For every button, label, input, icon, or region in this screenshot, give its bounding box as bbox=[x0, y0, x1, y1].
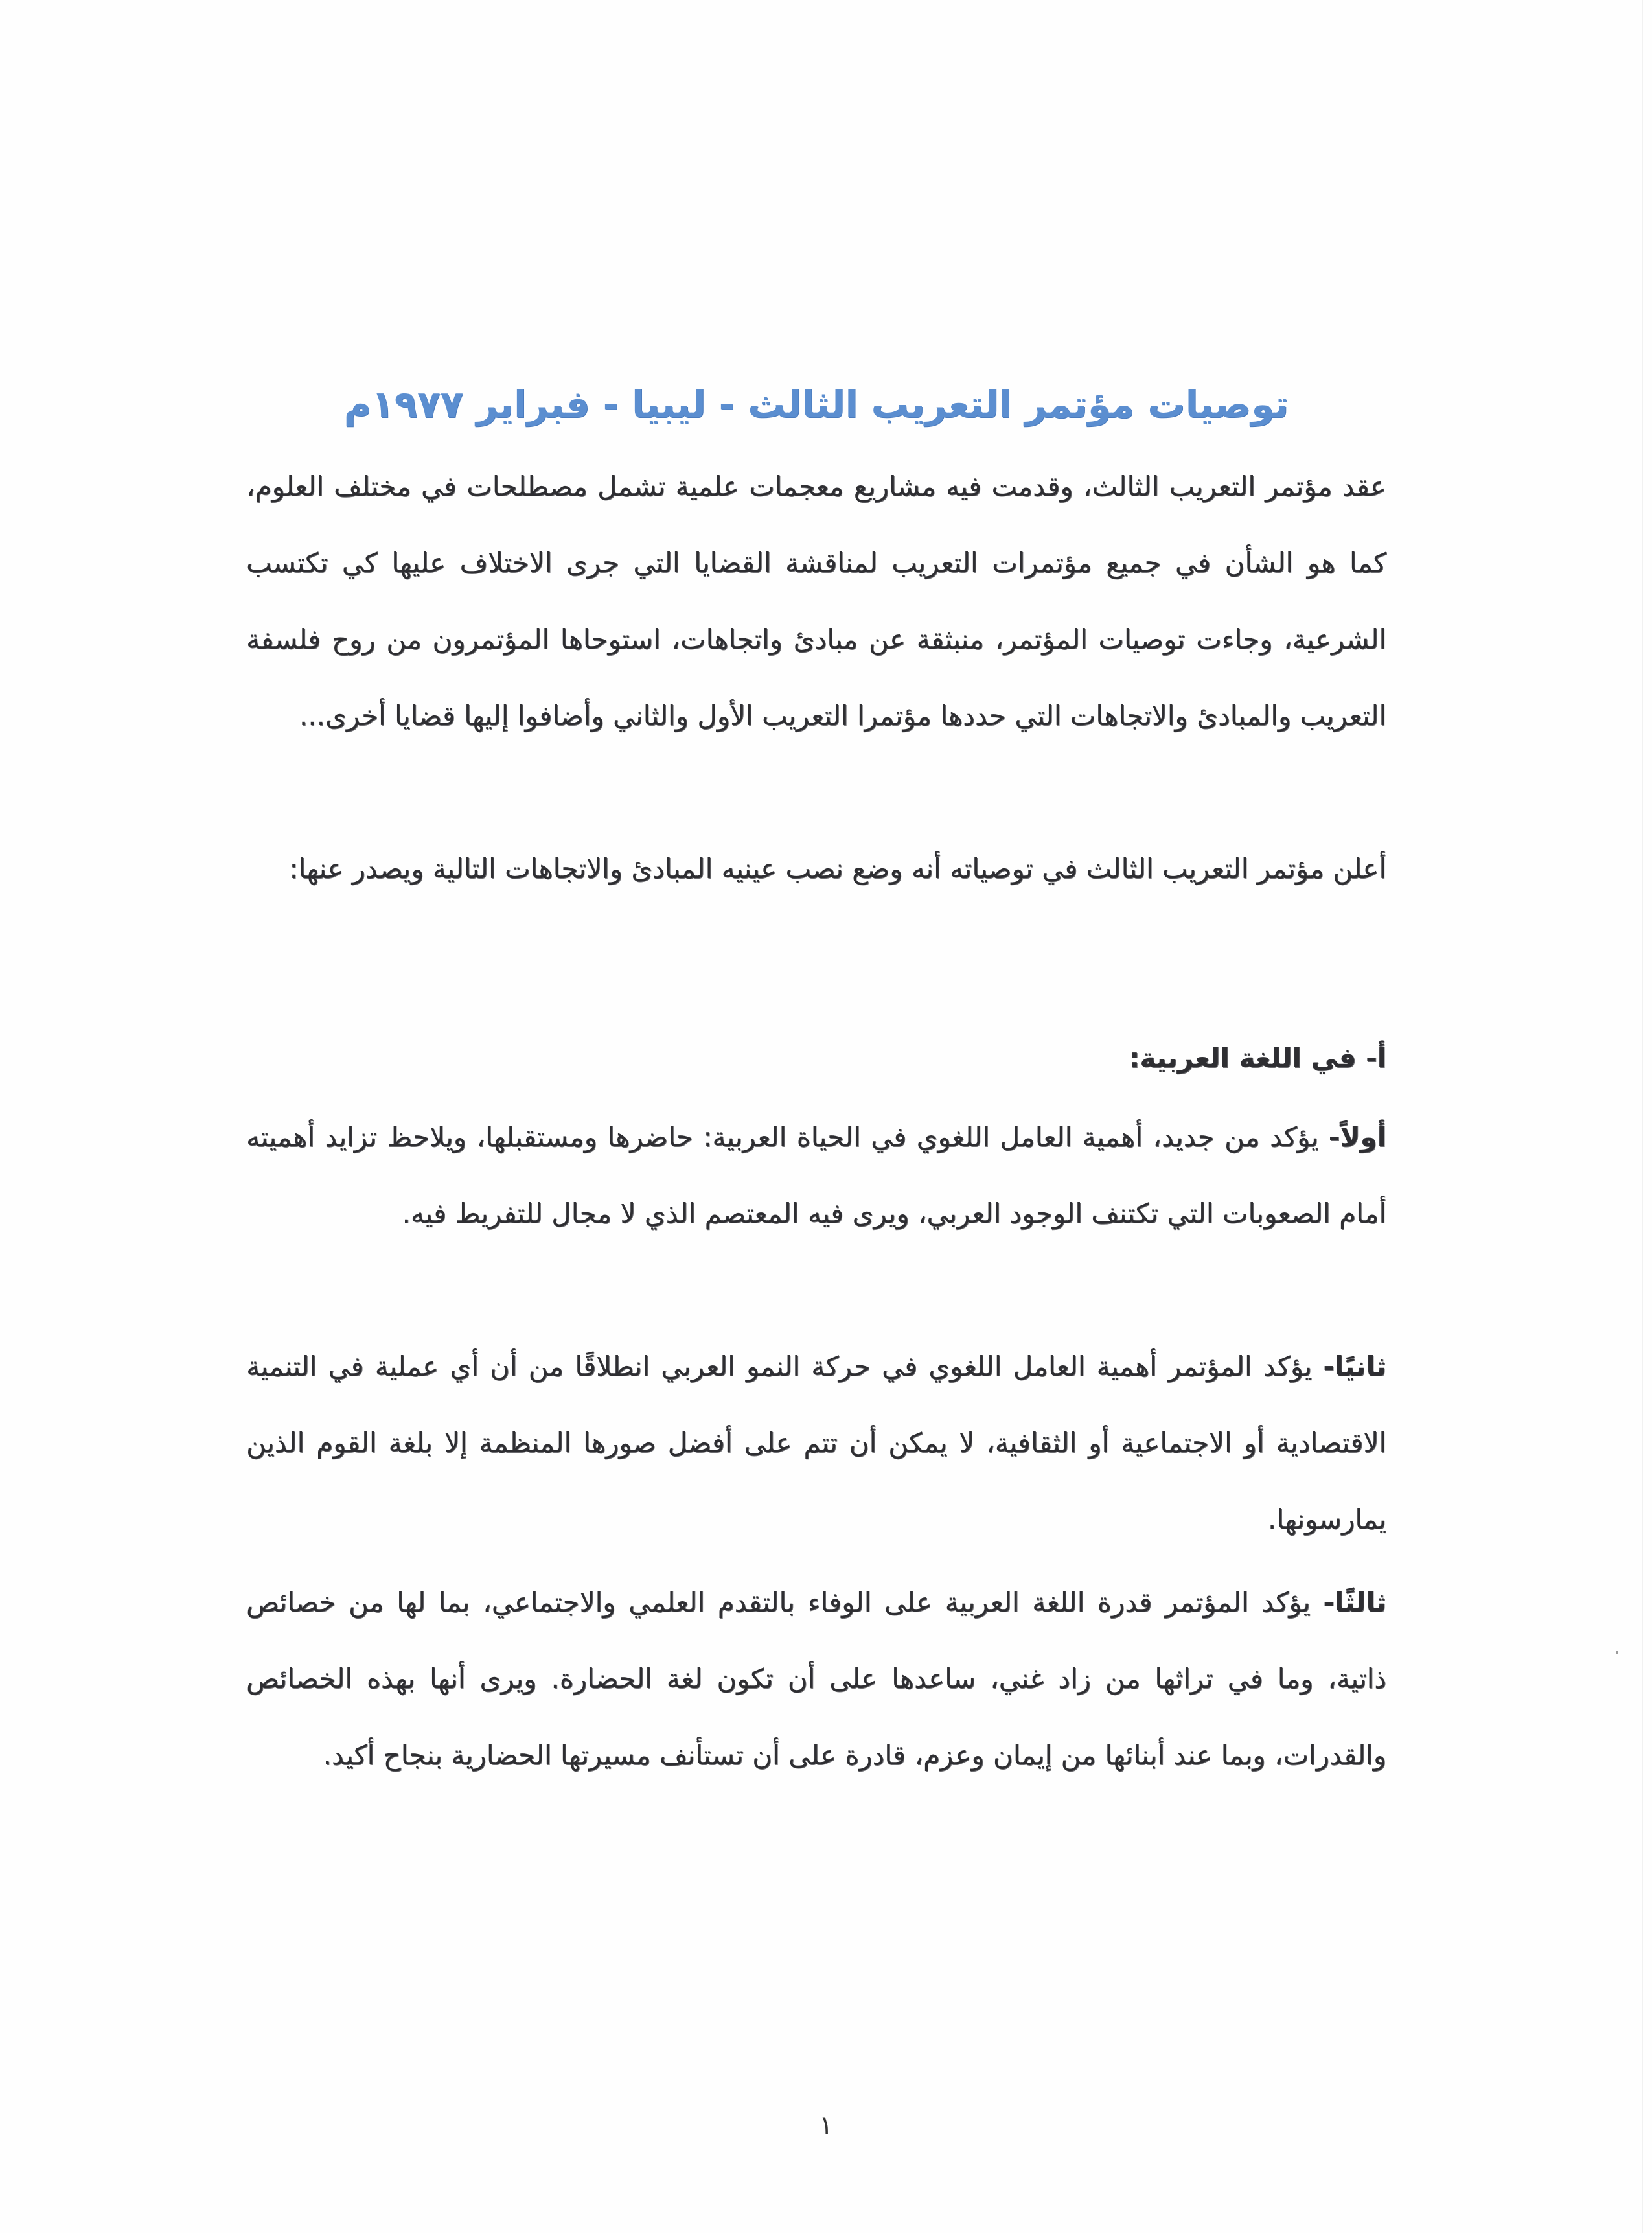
recommendation-second-label: ثانيًا- bbox=[1323, 1350, 1386, 1382]
recommendation-second-text: يؤكد المؤتمر أهمية العامل اللغوي في حركة النمو العربي انطلاقًا من أن أي عملية في التنمية الاقتصادية أو الاجتماعية أو الثقافية، لا يمكن أن تتم على أفضل صورها المنظمة إلا بلغة القوم الذين يمارسونها. bbox=[246, 1350, 1386, 1535]
intro-paragraph: عقد مؤتمر التعريب الثالث، وقدمت فيه مشاريع معجمات علمية تشمل مصطلحات في مختلف العلوم، كما هو الشأن في جميع مؤتمرات التعريب لمناقشة القضايا التي جرى الاختلاف عليها كي تكتسب الشرعية، وجاءت توصيات المؤتمر، منبثقة عن مبادئ واتجاهات، استوحاها المؤتمرون من روح فلسفة التعريب والمبادئ والاتجاهات التي حددها مؤتمرا التعريب الأول والثاني وأضافوا إليها قضايا أخرى... bbox=[246, 470, 1386, 732]
recommendation-first bbox=[246, 1099, 1386, 1252]
page-number: ١ bbox=[819, 2111, 833, 2140]
recommendation-first-label: أولاً- bbox=[1328, 1121, 1386, 1153]
recommendation-first-text: يؤكد من جديد، أهمية العامل اللغوي في الحياة العربية: حاضرها ومستقبلها، ويلاحظ تزايد أهميته أمام الصعوبات التي تكتنف الوجود العربي، ويرى فيه المعتصم الذي لا مجال للتفريط فيه. bbox=[246, 1121, 1386, 1229]
recommendation-third-text: يؤكد المؤتمر قدرة اللغة العربية على الوفاء بالتقدم العلمي والاجتماعي، بما لها من خصائص ذاتية، وما في تراثها من زاد غني، ساعدها على أن تكون لغة الحضارة. ويرى أنها بهذه الخصائص والقدرات، وبما عند أبنائها من إيمان وعزم، قادرة على أن تستأنف مسيرتها الحضارية بنجاح أكيد. bbox=[246, 1586, 1386, 1771]
document-title: توصيات مؤتمر التعريب الثالث - ليبيا - فبراير ١٩٧٧م bbox=[343, 382, 1289, 426]
section-heading-arabic-language: أ- في اللغة العربية: bbox=[1129, 1042, 1386, 1074]
scan-page-edge bbox=[1642, 0, 1643, 2233]
scan-speck bbox=[1616, 1651, 1618, 1654]
recommendation-second bbox=[246, 1328, 1386, 1558]
recommendation-third bbox=[246, 1564, 1386, 1794]
recommendation-third-label: ثالثًا- bbox=[1323, 1586, 1386, 1618]
announcement-paragraph: أعلن مؤتمر التعريب الثالث في توصياته أنه وضع نصب عينيه المبادئ والاتجاهات التالية ويصدر عنها: bbox=[289, 853, 1386, 885]
